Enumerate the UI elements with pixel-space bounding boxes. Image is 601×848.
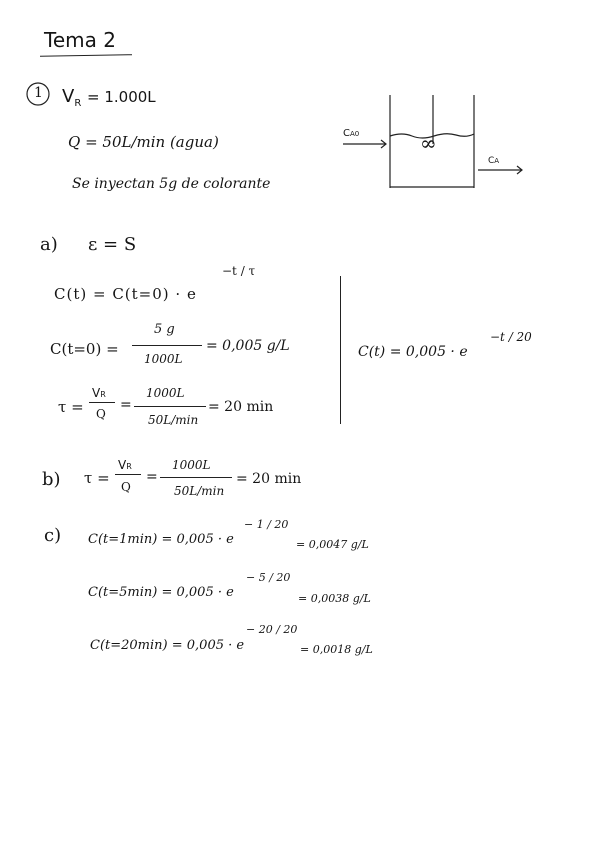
part-a-initial-conc-result: = 0,005 g/L (206, 338, 290, 354)
part-b-tau-lhs: τ = (84, 469, 110, 487)
part-a-initial-conc-den: 1000L (144, 352, 183, 366)
part-c-row-1-result: = 0,0047 g/L (296, 538, 369, 551)
part-b-tau-eq: = (146, 469, 158, 485)
part-b-tau-fraction-bar-2 (160, 477, 232, 478)
part-a-tau-lhs: τ = (58, 398, 84, 416)
part-c-row-2-result: = 0,0038 g/L (298, 592, 371, 605)
part-a-label: a) (40, 234, 58, 255)
part-c-row-3-result: = 0,0018 g/L (300, 643, 373, 656)
part-b-tau-fraction-bar-1 (115, 474, 141, 475)
part-c-row-3-exponent: − 20 / 20 (246, 623, 298, 636)
part-a-tau-fraction-bar-1 (89, 402, 115, 403)
part-a-result-exponent: −t / 20 (490, 330, 532, 344)
part-b-tau-volume: 1000L (172, 458, 211, 472)
part-a-decay-exponent: −t / τ (222, 264, 256, 278)
part-c-row-3: C(t=20min) = 0,005 · e (90, 638, 245, 653)
part-a-result: C(t) = 0,005 · e (358, 344, 468, 360)
part-a-decay-law: C(t) = C(t=0) · e (54, 285, 197, 303)
reactor-volume: $V_R = 1.000L$ (62, 86, 156, 109)
part-c-row-1: C(t=1min) = 0,005 · e (88, 532, 234, 547)
part-b-tau-result: = 20 min (236, 471, 302, 487)
outlet-concentration-label: CA (488, 156, 500, 166)
problem-number: 1 (34, 85, 43, 101)
stirrer-icon: ∞ (420, 131, 437, 155)
part-b-tau-flow: 50L/min (174, 484, 225, 498)
flow-rate: Q = 50L/min (agua) (68, 133, 219, 151)
part-c-row-2-exponent: − 5 / 20 (246, 571, 291, 584)
inlet-concentration-label: CA0 (343, 128, 360, 139)
part-a-tau-vr: VR (92, 386, 106, 400)
part-a-line1: ε = S (88, 234, 137, 255)
part-a-initial-conc-lhs: C(t=0) = (50, 340, 119, 358)
part-a-tau-eq: = (120, 397, 132, 413)
part-a-initial-conc-num: 5 g (154, 322, 175, 337)
part-a-tau-volume: 1000L (146, 386, 185, 400)
part-c-row-2: C(t=5min) = 0,005 · e (88, 585, 234, 600)
part-b-tau-q: Q (121, 480, 131, 494)
page-title: Tema 2 (44, 28, 116, 52)
part-a-initial-conc-fraction-bar (132, 345, 202, 346)
part-a-tau-result: = 20 min (208, 399, 274, 415)
part-b-tau-vr: VR (118, 458, 132, 472)
part-a-tau-flow: 50L/min (148, 413, 199, 427)
part-c-row-1-exponent: − 1 / 20 (244, 518, 289, 531)
part-b-label: b) (42, 469, 61, 490)
injection-statement: Se inyectan 5g de colorante (72, 176, 271, 192)
part-a-tau-q: Q (96, 407, 106, 421)
section-divider (340, 276, 341, 424)
part-c-label: c) (44, 525, 62, 546)
part-a-tau-fraction-bar-2 (134, 406, 206, 407)
